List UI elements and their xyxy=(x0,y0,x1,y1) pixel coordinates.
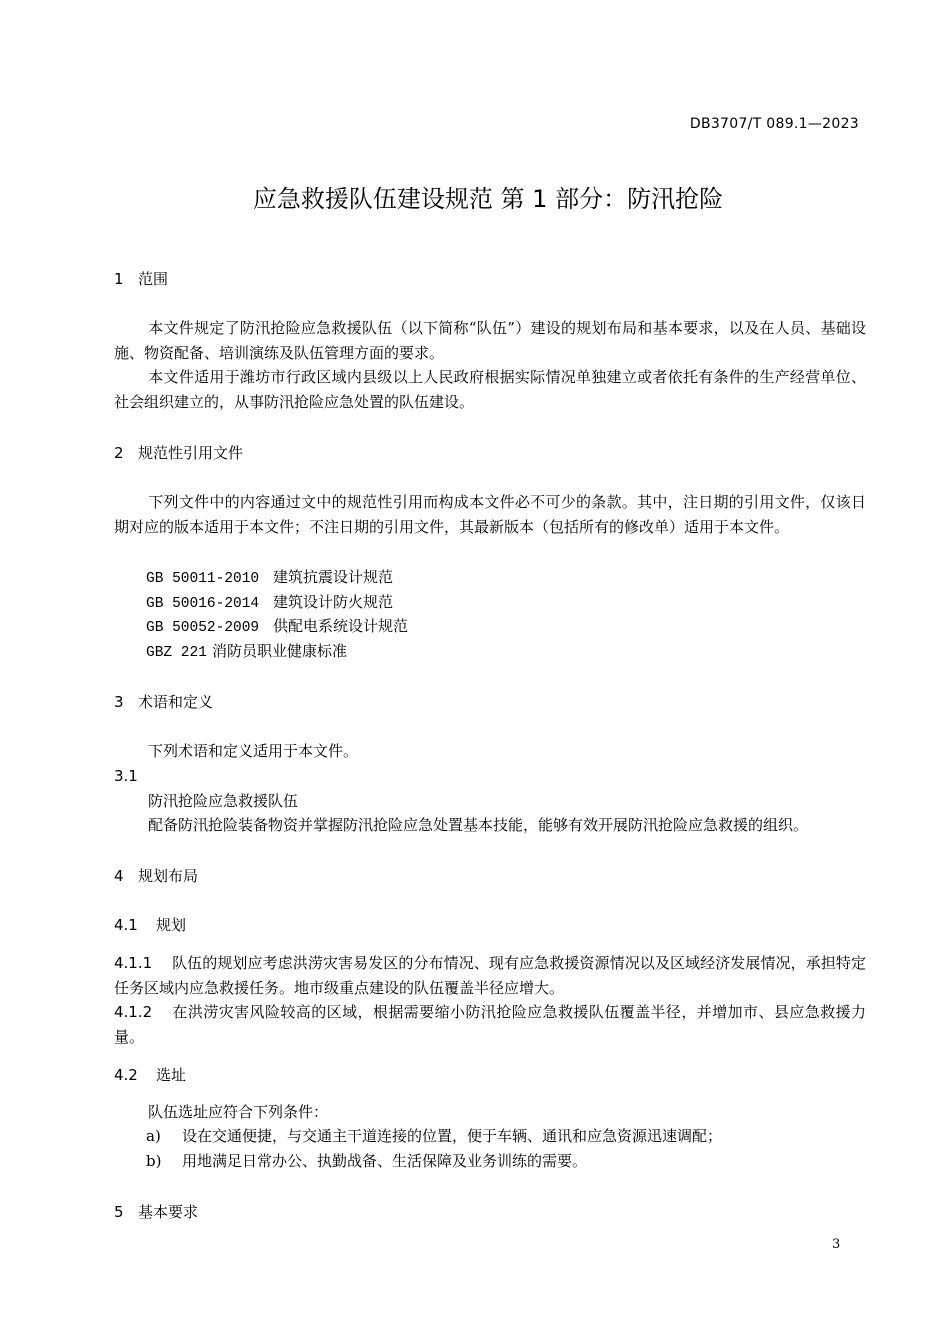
clause-text: 队伍的规划应考虑洪涝灾害易发区的分布情况、现有应急救援资源情况以及区域经济发展情况，承担特定任务区域内应急救援任务。地市级重点建设的队伍覆盖半径应增大。 xyxy=(114,954,866,997)
reference-item xyxy=(146,615,408,636)
subsection-number: 4.2 xyxy=(114,1066,138,1084)
reference-name: 建筑设计防火规范 xyxy=(273,593,394,611)
section-number: 2 xyxy=(114,444,124,462)
term-definition: 配备防汛抢险装备物资并掌握防汛抢险应急处置基本技能，能够有效开展防汛抢险应急救援的组织。 xyxy=(148,816,809,834)
subsection-title: 规划 xyxy=(156,916,187,934)
list-marker: a) xyxy=(146,1127,161,1145)
document-title: 应急救援队伍建设规范 第 1 部分：防汛抢险 xyxy=(252,185,724,213)
section-5-heading xyxy=(114,1201,198,1222)
document-code: DB3707/T 089.1—2023 xyxy=(689,116,859,132)
clause-number: 4.1.1 xyxy=(114,954,153,972)
list-text: 用地满足日常办公、执勤战备、生活保障及业务训练的需要。 xyxy=(182,1152,588,1170)
reference-name: 建筑抗震设计规范 xyxy=(273,568,394,586)
subsection-4-2-intro: 队伍选址应符合下列条件： xyxy=(148,1103,329,1121)
section-1-paragraph-1: 本文件规定了防汛抢险应急救援队伍（以下简称“队伍”）建设的规划布局和基本要求，以及在人员、基础设施、物资配备、培训演练及队伍管理方面的要求。 xyxy=(114,319,866,362)
section-title: 范围 xyxy=(138,270,169,288)
section-2-heading xyxy=(114,442,243,463)
page-number: 3 xyxy=(832,1237,841,1252)
list-marker: b) xyxy=(146,1152,162,1170)
clause-4-1-1 xyxy=(114,951,866,1000)
list-item xyxy=(146,1125,722,1146)
reference-code: GB 50011-2010 xyxy=(146,571,260,587)
subsection-title: 选址 xyxy=(156,1066,187,1084)
subsection-4-2-heading xyxy=(114,1064,186,1085)
term-number: 3.1 xyxy=(114,767,138,785)
reference-name: 消防员职业健康标准 xyxy=(212,642,348,660)
reference-item xyxy=(146,591,393,612)
section-number: 4 xyxy=(114,867,124,885)
term-title: 防汛抢险应急救援队伍 xyxy=(148,792,299,810)
reference-code: GB 50052-2009 xyxy=(146,620,260,636)
clause-text: 在洪涝灾害风险较高的区域，根据需要缩小防汛抢险应急救援队伍覆盖半径，并增加市、县应急救援力量。 xyxy=(114,1003,866,1046)
section-title: 规划布局 xyxy=(138,867,199,885)
subsection-4-1-heading xyxy=(114,914,186,935)
list-item xyxy=(146,1150,587,1171)
section-3-heading xyxy=(114,691,213,712)
reference-item xyxy=(146,640,347,661)
section-1-paragraph-2: 本文件适用于潍坊市行政区域内县级以上人民政府根据实际情况单独建立或者依托有条件的生产经营单位、社会组织建立的，从事防汛抢险应急处置的队伍建设。 xyxy=(114,368,866,411)
section-title: 术语和定义 xyxy=(138,693,214,711)
section-3-intro: 下列术语和定义适用于本文件。 xyxy=(148,742,359,760)
section-number: 3 xyxy=(114,693,124,711)
reference-item xyxy=(146,566,393,587)
reference-code: GB 50016-2014 xyxy=(146,596,260,612)
subsection-number: 4.1 xyxy=(114,916,138,934)
reference-name: 供配电系统设计规范 xyxy=(273,617,409,635)
section-1-heading xyxy=(114,268,168,289)
section-title: 基本要求 xyxy=(138,1203,199,1221)
section-4-heading xyxy=(114,865,198,886)
list-text: 设在交通便捷，与交通主干道连接的位置，便于车辆、通讯和应急资源迅速调配； xyxy=(182,1127,723,1145)
clause-number: 4.1.2 xyxy=(114,1003,153,1021)
section-title: 规范性引用文件 xyxy=(138,444,244,462)
reference-code: GBZ 221 xyxy=(146,645,207,661)
clause-4-1-2 xyxy=(114,1000,866,1049)
section-number: 5 xyxy=(114,1203,124,1221)
section-number: 1 xyxy=(114,270,124,288)
section-2-paragraph-1: 下列文件中的内容通过文中的规范性引用而构成本文件必不可少的条款。其中，注日期的引用文件，仅该日期对应的版本适用于本文件；不注日期的引用文件，其最新版本（包括所有的修改单）适用于本文件。 xyxy=(114,493,866,536)
